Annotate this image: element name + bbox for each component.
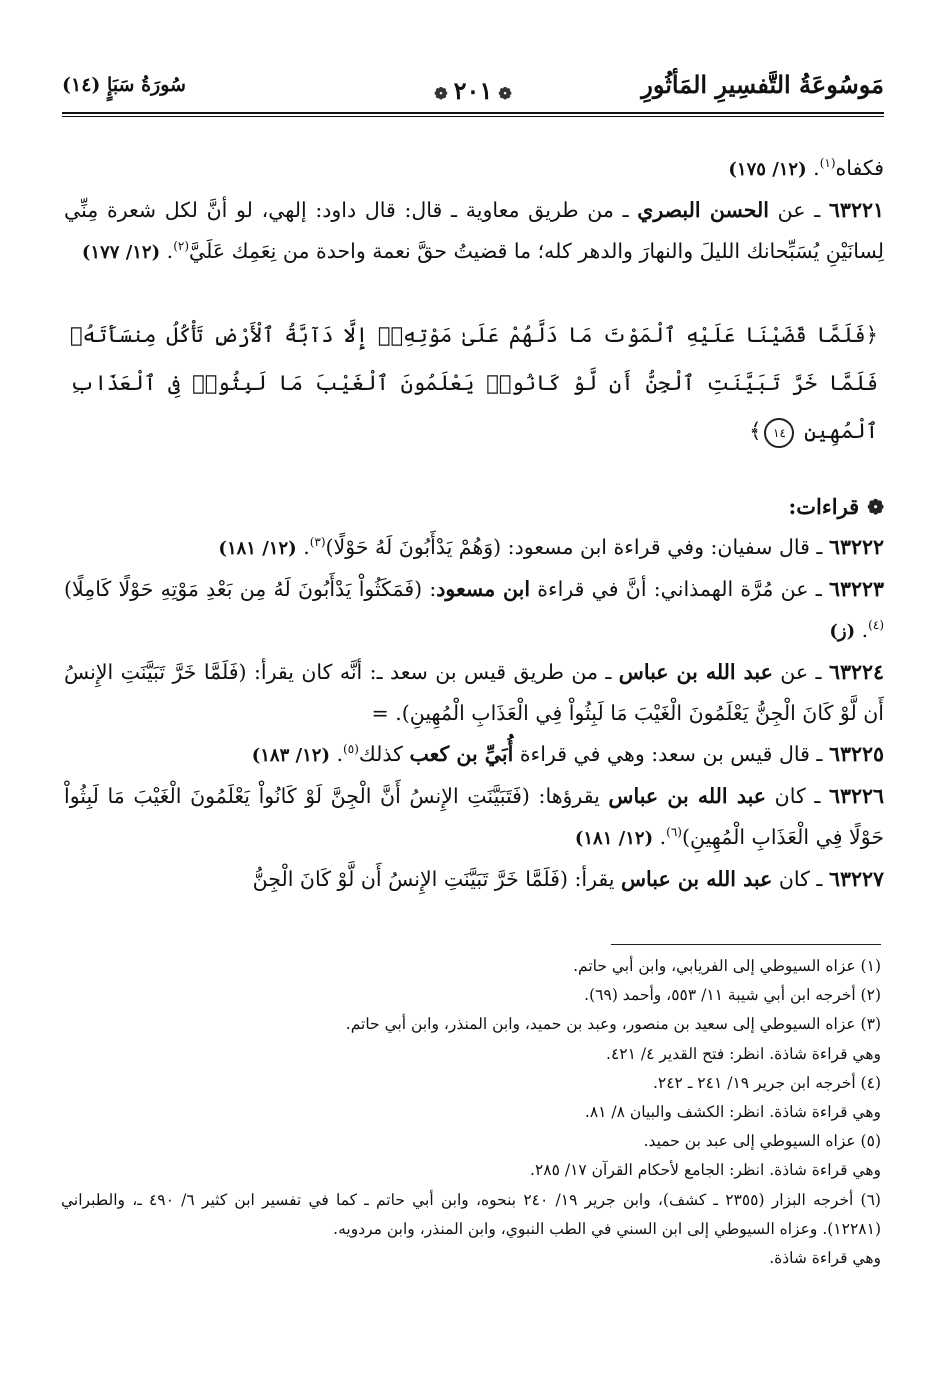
narration-63227: ٦٣٢٢٧ ـ كان عبد الله بن عباس يقرأ: (فَلَمَّا خَرَّ تَبَيَّنَتِ الإِنسُ أَن لَّوْ كَانَ الْجِنُّ bbox=[252, 867, 884, 891]
footnote-6-note: وهي قراءة شاذة. bbox=[769, 1249, 881, 1268]
volume-page-ref: (١٢/ ١٧٧) bbox=[81, 242, 161, 263]
narration-63221: ٦٣٢٢١ ـ عن الحسن البصري ـ من طريق معاوية ـ قال: قال داود: إلهي، لو أنَّ لكل شعرة مِنِّي لِسانَيْنِ يُسَبِّحانك الليلَ والنهارَ والدهر كله؛ ما قضيتُ حقَّ نعمة واحدة من نِعَمِك عَلَيَّ$^{(٢)}$. (١٢/ ١٧٧) bbox=[64, 198, 884, 263]
ayah-number-icon: ١٤ bbox=[764, 418, 794, 448]
footnote-marker[interactable]: (٦) bbox=[666, 825, 682, 840]
narrator-name: عبد الله بن عباس bbox=[621, 867, 773, 891]
narrator-name: أُبَيِّ بن كعب bbox=[409, 742, 514, 766]
footnotes bbox=[61, 952, 881, 1273]
section-title: قراءات: bbox=[788, 494, 860, 519]
footnote-marker[interactable]: (٣) bbox=[309, 535, 326, 550]
narration-number: ٦٣٢٢٦ bbox=[828, 784, 884, 808]
verse-text: فَلَمَّا قَضَيْنَا عَلَيْهِ ٱلْمَوْتَ مَا دَلَّهُمْ عَلَىٰ مَوْتِهِۦٓ إِلَّا دَآبَّةُ ٱلْأَرْضِ تَأْكُلُ مِنسَأَتَهُۥ فَلَمَّا خَرَّ تَبَيَّنَتِ ٱلْجِنُّ أَن لَّوْ كَانُوا۟ يَعْلَمُونَ ٱلْغَيْبَ مَا لَبِثُوا۟ فِى ٱلْعَذَابِ ٱلْمُهِينِ bbox=[70, 323, 878, 443]
footnote-marker[interactable]: (٤) bbox=[868, 618, 884, 633]
narration-number: ٦٣٢٢٤ bbox=[828, 660, 884, 684]
footnote-3: (٣) عزاه السيوطي إلى سعيد بن منصور، وعبد بن حميد، وابن المنذر، وابن أبي حاتم. bbox=[345, 1015, 881, 1034]
verse-close-bracket: ﴾ bbox=[749, 419, 762, 443]
footnote-5: (٥) عزاه السيوطي إلى عبد بن حميد. bbox=[643, 1132, 881, 1151]
narration-63225: ٦٣٢٢٥ ـ قال قيس بن سعد: وهي في قراءة أُبَيِّ بن كعب كذلك$^{(٥)}$. (١٢/ ١٨٣) bbox=[251, 742, 884, 766]
narration-number: ٦٣٢٢٢ bbox=[828, 535, 884, 559]
ornament-icon: ❁ bbox=[498, 84, 512, 103]
footnote-separator bbox=[611, 944, 881, 945]
footnote-6: (٦) أخرجه البزار (٢٣٥٥ ـ كشف)، وابن جرير ١٩/ ٢٤٠ بنحوه، وابن أبي حاتم ـ كما في تفسير ابن كثير ٦/ ٤٩٠ ـ، والطبراني (١٢٢٨١). وعزاه السيوطي إلى ابن السني في الطب النبوي، وابن المنذر، وابن مردويه. bbox=[61, 1190, 881, 1238]
paragraph-continuation: فكفاه$^{(١)}$. (١٢/ ١٧٥) bbox=[728, 156, 884, 180]
narration-number: ٦٣٢٢٧ bbox=[828, 867, 884, 891]
narrator-name: الحسن البصري bbox=[637, 198, 769, 222]
footnote-5-note: وهي قراءة شاذة. انظر: الجامع لأحكام القرآن ١٧/ ٢٨٥. bbox=[530, 1161, 881, 1180]
footnote-4: (٤) أخرجه ابن جرير ١٩/ ٢٤١ ـ ٢٤٢. bbox=[652, 1073, 881, 1092]
book-title: مَوسُوعَةُ التَّفسِيرِ المَأثُورِ bbox=[641, 70, 884, 99]
footnote-1: (١) عزاه السيوطي إلى الفريابي، وابن أبي حاتم. bbox=[573, 957, 881, 975]
quran-verse bbox=[70, 311, 878, 455]
footnote-2: (٢) أخرجه ابن أبي شيبة ١١/ ٥٥٣، وأحمد (٦٩). bbox=[584, 986, 881, 1005]
footnote-marker[interactable]: (٢) bbox=[173, 239, 190, 254]
narrator-name: عبد الله بن عباس bbox=[618, 660, 773, 684]
narrator-name: عبد الله بن عباس bbox=[608, 784, 767, 808]
running-header bbox=[62, 62, 884, 110]
narration-number: ٦٣٢٢٣ bbox=[828, 577, 884, 601]
volume-page-ref: (١٢/ ١٨١) bbox=[218, 538, 297, 559]
narration-63223: ٦٣٢٢٣ ـ عن مُرَّة الهمذاني: أنَّ في قراءة ابن مسعود: (فَمَكَثُواْ يَدْأَبُونَ لَهُ مِن بَعْدِ مَوْتِهِ حَوْلًا كَامِلًا)$^{(٤)}$. (ز) bbox=[64, 577, 884, 642]
narration-63226: ٦٣٢٢٦ ـ كان عبد الله بن عباس يقرؤها: (فَتَبَيَّنَتِ الإِنسُ أَنَّ الْجِنَّ لَوْ كَانُواْ يَعْلَمُونَ الْغَيْبَ مَا لَبِثُواْ حَوْلًا فِي الْعَذَابِ الْمُهِينِ)$^{(٦)}$. (١٢/ ١٨١) bbox=[64, 784, 884, 849]
ornament-icon: ❁ bbox=[434, 84, 448, 103]
main-text bbox=[64, 148, 884, 900]
narration-63224: ٦٣٢٢٤ ـ عن عبد الله بن عباس ـ من طريق قيس بن سعد ـ: أنَّه كان يقرأ: (فَلَمَّا خَرَّ تَبَيَّنَتِ الإِنسُ أَن لَّوْ كَانَ الْجِنُّ يَعْلَمُونَ الْغَيْبَ مَا لَبِثُواْ فِي الْعَذَابِ الْمُهِينِ). = bbox=[64, 660, 884, 725]
volume-page-ref: (١٢/ ١٨١) bbox=[574, 828, 654, 849]
narrator-name: ابن مسعود bbox=[436, 577, 531, 601]
narration-number: ٦٣٢٢٥ bbox=[828, 742, 884, 766]
header-rule-thin bbox=[62, 116, 884, 117]
volume-page-ref: (ز) bbox=[829, 621, 856, 642]
footnote-marker[interactable]: (٥) bbox=[343, 742, 359, 757]
verse-open-bracket: ﴿ bbox=[865, 323, 878, 347]
narration-number: ٦٣٢٢١ bbox=[828, 198, 884, 222]
narration-63222: ٦٣٢٢٢ ـ قال سفيان: وفي قراءة ابن مسعود: (وَهُمْ يَدْأَبُونَ لَهُ حَوْلًا)$^{(٣)}$. (١٢/ ١٨١) bbox=[218, 535, 884, 559]
volume-page-ref: (١٢/ ١٨٣) bbox=[251, 745, 330, 766]
footnote-3-note: وهي قراءة شاذة. انظر: فتح القدير ٤/ ٤٢١. bbox=[606, 1044, 881, 1063]
header-rule bbox=[62, 112, 884, 114]
flower-ornament-icon: ❁ bbox=[867, 495, 884, 519]
page-number: ٢٠١ bbox=[453, 76, 493, 105]
surah-label: سُورَةُ سَبَإٍ (١٤) bbox=[62, 74, 186, 96]
volume-page-ref: (١٢/ ١٧٥) bbox=[728, 159, 807, 180]
footnote-marker[interactable]: (١) bbox=[819, 156, 836, 171]
section-heading bbox=[64, 487, 884, 527]
footnote-4-note: وهي قراءة شاذة. انظر: الكشف والبيان ٨/ ٨١. bbox=[584, 1103, 881, 1122]
